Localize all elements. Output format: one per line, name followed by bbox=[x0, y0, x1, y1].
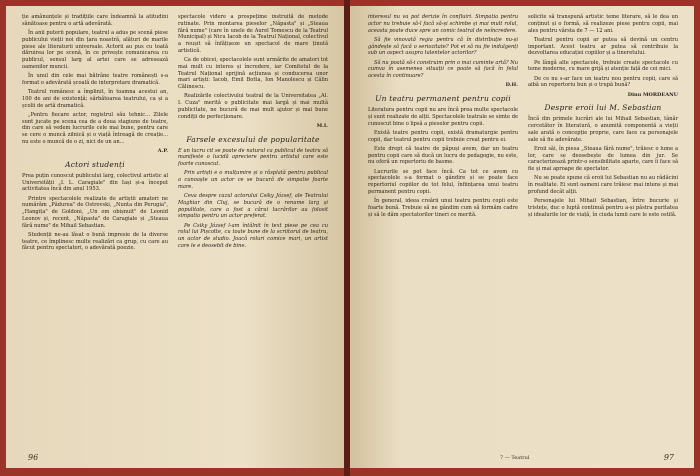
paragraph: În anii puterii populare, teatrul a adus pe scenă piese publicului vieții noi din țara noastră, alături de marile piese ale literaturii universale. Actorii au pus cu toată dăruirea lor pe scenă, în ce privește comunicarea cu publicul, sensul larg al artei care se adresează oamenilor muncii. bbox=[22, 30, 168, 70]
paragraph: Ceva despre cazul actorului Csiky József, ale Teatrului Maghiar din Cluj, se bucură de o renume larg și populitate, care a fost a cărui lucrărilor au folosit simpatia pentru un actor preferat. bbox=[178, 193, 328, 220]
paragraph: De ce nu s-ar face un teatru nou pentru copii, care să aibă un repertoriu bun și o trupă bună? bbox=[528, 75, 678, 89]
paragraph: „Pentru fiecare actor, registrul său tehnic... Zilele sunt jucate pe scena cea de a doua stagiune de teatre, din care să vedem lucrurile cele mai bune, pentru care se cere o muncă zilnică și o viață întreagă de creație... nu este o muncă de o zi, nici de un an... bbox=[22, 111, 168, 145]
signature: M.I. bbox=[316, 122, 328, 129]
right-column-2 bbox=[528, 14, 678, 221]
paragraph: Este drept că teatre de păpuși avem, dar un teatru pentru copii care să ducă un lucru de pedagogie, nu este, nu oferă un repertoriu de basme. bbox=[368, 145, 518, 166]
paragraph: Să fie vinovată regia pentru că în distribuție nu-și gândește să facă o seriozitate? Pot ei să nu fie indulgenți sub un aspect asupra talentelor actorilor? bbox=[368, 36, 518, 57]
left-column-2 bbox=[178, 14, 328, 252]
paragraph: Să nu poată să-i construim prin o mai cuminte artă? Nu cumva în asemenea situații ce poate să facă în felul acesta în continuare? bbox=[368, 59, 518, 79]
right-column-1 bbox=[368, 14, 518, 221]
paragraph: Teatrul românesc a împlinit, în toamna acestui an, 100 de ani de existență; sărbătoarea teatrului, ca și a școlii de artă dramatică. bbox=[22, 89, 168, 109]
left-column-1 bbox=[22, 14, 168, 255]
signature: D.H. bbox=[505, 82, 518, 89]
section-heading: Actori studenți bbox=[65, 159, 125, 169]
paragraph: Studenții ne-au lăsat o bună impresie de la diverse teatre, ce împlinesc multe realizări ca grup, cu care au făcut pentru spectatori, o adevărată poezie. bbox=[22, 231, 168, 252]
paragraph: În general, ideea creării unui teatru pentru copii este foarte bună. Trebuie să ne gândim cum să formăm cadre și să le dăm spectatorilor tineri ce merită. bbox=[368, 198, 518, 218]
paragraph: solicite să transpună artistic teme literare, să le dea un conținut și o formă, să realizeze piese pentru copii, mai ales pentru vârsta de 7 — 12 ani. bbox=[528, 14, 678, 34]
paragraph: Literatura pentru copii nu are încă prea multe spectacole și sunt realizate de alții. Spectacolele teatrale se simte de cunoscut bine o lipsă a pieselor pentru copii. bbox=[368, 107, 518, 127]
paragraph: Ca de obicei, spectacolele sunt urmărite de amatori tot mai mult cu interes și încredere, iar Comitetul de la Teatrul Național sprijină acțiunea și conducerea unor mari artiști: Iacob, Emil Botta, Ion Manolescu și Călin Călinescu. bbox=[178, 57, 328, 90]
footer-mark: 7 — Teatrul bbox=[500, 455, 530, 461]
paragraph: Pe Csiky József l-am întâlnit în text piese pe cea cu rolul lui Pișcotte, cu toate bune de la scriitorul de teatru, un actor de studio. Joacă roluri comice mari, un artist care le e deosebit de bine. bbox=[178, 222, 328, 249]
signature: Dinu MORDEANU bbox=[627, 91, 678, 98]
paragraph: Există teatre pentru copii, există dramaturgie pentru copii, dar teatrul pentru copii trebuie creat pentru ei. bbox=[368, 129, 518, 143]
paragraph: Pe lângă alte spectacole, trebuie create spectacole cu teme moderne, cu mare grijă și atenție față de cei mici. bbox=[528, 59, 678, 73]
section-heading: Un teatru permanent pentru copii bbox=[375, 94, 511, 103]
page-number: 96 bbox=[28, 453, 39, 462]
left-page bbox=[6, 6, 344, 468]
section-heading: Farsele excesului de popularitate bbox=[186, 134, 320, 144]
section-heading: Despre eroii lui M. Sebastian bbox=[544, 103, 662, 113]
paragraph: Lucrurile se pot face încă. Ca tot ce avem cu spectacolele s-a format o gândire și se poate face repertoriul copiilor de tot felul, înființarea unui teatru permanent pentru copii. bbox=[368, 168, 518, 195]
paragraph: În unul din cele mai bătrâne teatre românești s-a format o adevărată școală de interpretare dramatică. bbox=[22, 73, 168, 86]
page-number: 97 bbox=[663, 453, 674, 462]
paragraph: interesul nu va pot derizie în confluiri. Simpatia pentru actor nu trebuie să-l facă să-și schimbe și mai mult rolul, aceasta poate duce spre un comic teatral de neîncredere. bbox=[368, 14, 518, 34]
paragraph: Încă din primele lucrări ale lui Mihail Sebastian, tânăr cercetător în literatură, o anumită componentă a vieții sale arată o concepție proprie, care face ca personajele sale să fie adevărate. bbox=[528, 116, 678, 143]
paragraph: Realizările colectivului teatral de la Universitatea „Al. I. Cuza" merită o publicitate mai largă și mai multă publicitate, ne bucură de mai mult ajutor și mai bune condiții de perfecționare. bbox=[178, 93, 328, 120]
paragraph: Prin artiști e o mulțumire și o răsplată pentru publicul a cunoaște un actor ce se bucură de simpatie foarte mare. bbox=[178, 170, 328, 190]
paragraph: Nu se poate spune că eroii lui Sebastian nu au rădăcini în realitate. Ei sunt oameni care trăiesc mai intens și mai profund decât alții. bbox=[528, 175, 678, 195]
paragraph: ție amănunțele și tradițiile care îndeamnă la atitudini sănătoase pentru o artă adevărată. bbox=[22, 14, 168, 27]
signature: A.P. bbox=[157, 148, 168, 154]
paragraph: Printre spectacolele realizate de artiștii amatori ne numărăm „Pădurea" de Ostrovski, „Nunta din Perugia", „Hangița" de Goldoni, „Un om obișnuit" de Leonid Leonov și, recent, „Năpasta" de Caragiale și „Steaua fără nume" de Mihail Sebastian. bbox=[22, 195, 168, 229]
paragraph: Teatrul pentru copii ar putea să devină un centru important. Acest teatru ar putea să contribuie la dezvoltarea educației copiilor și a tineretului. bbox=[528, 36, 678, 57]
paragraph: Eroii săi, în piesa „Steaua fără nume", trăiesc o lume a lor, care se deosebește de lumea din jur. Se caracterizează printr-o sensibilitate aparte, care îi face să fie și mai aproape de spectator. bbox=[528, 145, 678, 172]
paragraph: Personajele lui Mihail Sebastian, între bucurie și tristețe, duc o luptă continuă pentru a-și păstra puritatea și idealurile lor de viață, în ciuda lumii care le este ostilă. bbox=[528, 198, 678, 218]
paragraph: spectacole videre a prospețime instruită de metode rutinate. Prin montarea pieselor „Năpasta" și „Steaua fără nume" (care în unele de Aurel Tomescu de la Teatrul Municipal) și Nicu Iacob de la Teatrul Național, colectivul a reușit să înfățișeze un spectacol de mare ținută artistică. bbox=[178, 14, 328, 54]
paragraph: Prea puțin cunoscut publicului larg, colectivul artistic al Universității „I. L. Caragiale" din Iași și-a început activitatea încă din anul 1953. bbox=[22, 172, 168, 193]
paragraph: E un lucru cit se poate de natural ca publicul de teatru să manifeste o lucidă apreciere pentru artistul care este foarte cunoscut. bbox=[178, 147, 328, 167]
right-page bbox=[350, 6, 694, 468]
